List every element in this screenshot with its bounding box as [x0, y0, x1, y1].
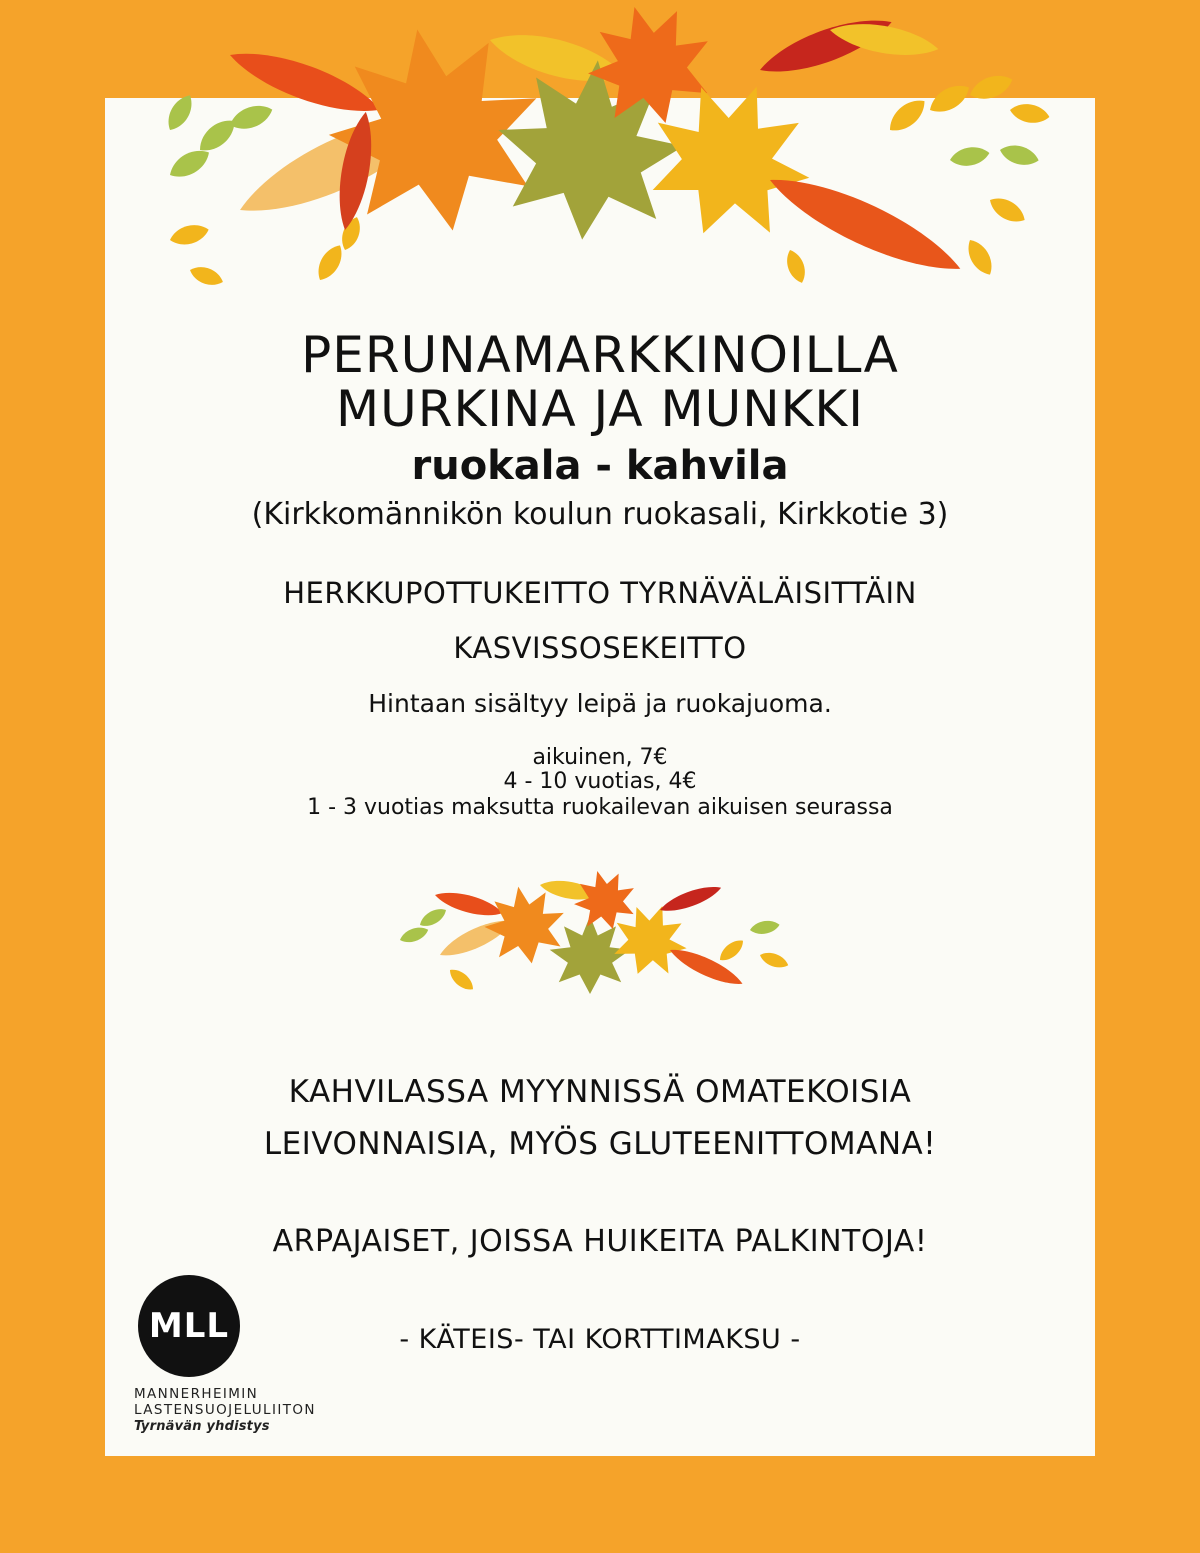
price-small-child: 1 - 3 vuotias maksutta ruokailevan aikuisen seurassa — [307, 795, 893, 820]
menu-note: Hintaan sisältyy leipä ja ruokajuoma. — [368, 689, 832, 718]
title-line-1: PERUNAMARKKINOILLA — [301, 326, 899, 384]
location: (Kirkkomännikön koulun ruokasali, Kirkkotie 3) — [251, 497, 949, 532]
menu-item-vegetable-soup: KASVISSOSEKEITTO — [453, 631, 747, 665]
org-branch: Tyrnävän yhdistys — [134, 1419, 270, 1434]
title-line-2: MURKINA JA MUNKKI — [336, 380, 864, 438]
autumn-leaves-middle-icon — [390, 870, 810, 1020]
subtitle: ruokala - kahvila — [411, 443, 789, 489]
autumn-leaves-top-icon — [130, 0, 1070, 310]
cafe-line-1: KAHVILASSA MYYNNISSÄ OMATEKOISIA — [288, 1074, 912, 1110]
mll-logo: MLL — [138, 1275, 240, 1377]
menu-item-soup: HERKKUPOTTUKEITTO TYRNÄVÄLÄISITTÄIN — [283, 576, 917, 610]
org-name-line-2: LASTENSUOJELULIITON — [134, 1402, 316, 1418]
price-adult: aikuinen, 7€ — [532, 745, 668, 770]
lottery-text: ARPAJAISET, JOISSA HUIKEITA PALKINTOJA! — [272, 1224, 928, 1259]
org-name-line-1: MANNERHEIMIN — [134, 1386, 259, 1402]
price-child: 4 - 10 vuotias, 4€ — [503, 769, 697, 794]
cafe-line-2: LEIVONNAISIA, MYÖS GLUTEENITTOMANA! — [263, 1126, 937, 1162]
payment-text: - KÄTEIS- TAI KORTTIMAKSU - — [399, 1324, 801, 1355]
